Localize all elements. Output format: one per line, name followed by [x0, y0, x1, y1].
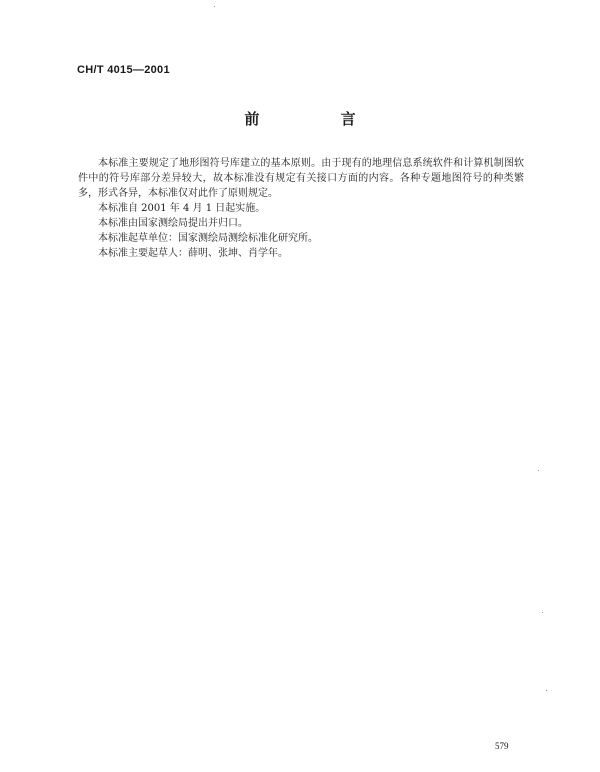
scan-speck: [538, 470, 539, 471]
paragraph-drafters: 本标准主要起草人：薛明、张坤、肖学年。: [98, 248, 288, 259]
page-number: 579: [495, 741, 509, 751]
paragraph-proposer: 本标准由国家测绘局提出并归口。: [98, 218, 248, 229]
scan-speck: [546, 690, 547, 691]
foreword-body: [78, 156, 524, 261]
scan-speck: [542, 612, 543, 613]
paragraph-effective-date: 本标准自 2001 年 4 月 1 日起实施。: [98, 203, 266, 214]
paragraph-scope: 本标准主要规定了地形图符号库建立的基本原则。由于现有的地理信息系统软件和计算机制图软件中的符号库部分差异较大，故本标准没有规定有关接口方面的内容。各种专题地图符号的种类繁多，形式各异，本标准仅对此作了原则规定。: [78, 158, 524, 199]
scan-speck: [214, 6, 215, 7]
document-code: CH/T 4015—2001: [77, 64, 170, 76]
page-title: 前 言: [244, 110, 394, 128]
paragraph-drafting-unit: 本标准起草单位：国家测绘局测绘标准化研究所。: [98, 233, 318, 244]
